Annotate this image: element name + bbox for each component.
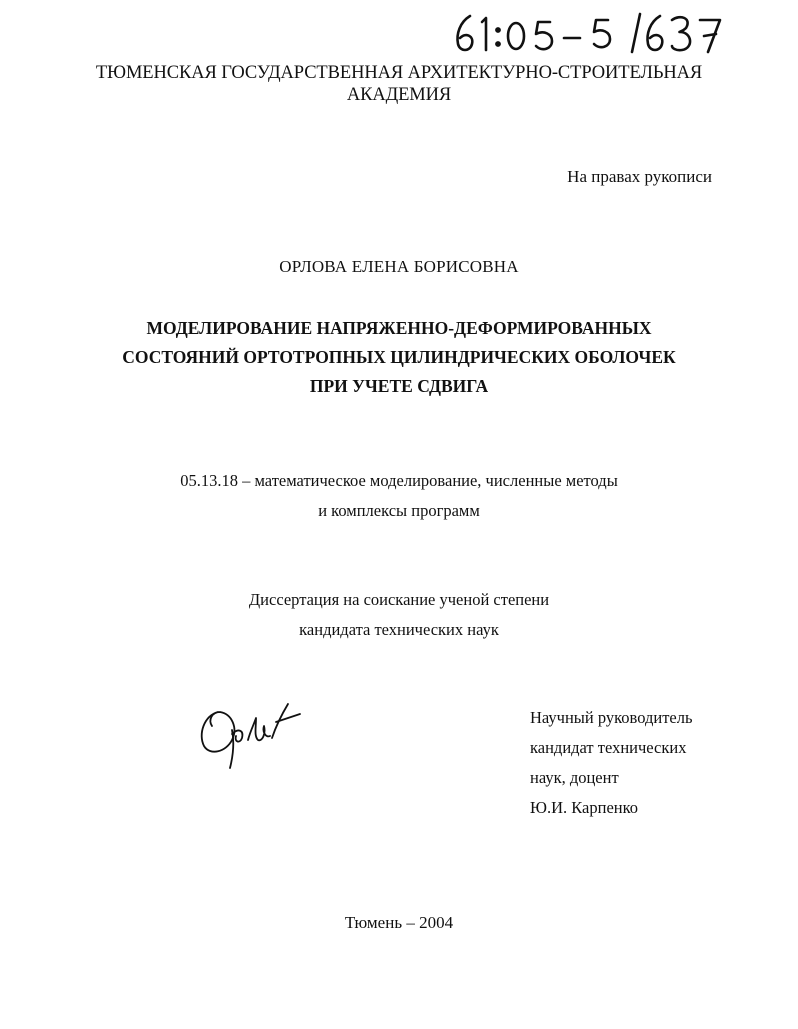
- rights-note: На правах рукописи: [567, 167, 712, 186]
- institution-line-1: ТЮМЕНСКАЯ ГОСУДАРСТВЕННАЯ АРХИТЕКТУРНО-СТРОИТЕЛЬНАЯ: [95, 63, 703, 83]
- author-name: ОРЛОВА ЕЛЕНА БОРИСОВНА: [279, 257, 519, 276]
- city-year: Тюмень – 2004: [344, 913, 454, 932]
- institution-line-2: АКАДЕМИЯ: [346, 85, 452, 105]
- supervisor-line-4: Ю.И. Карпенко: [530, 798, 639, 817]
- supervisor-line-3: наук, доцент: [530, 768, 619, 787]
- degree-line-2: кандидата технических наук: [299, 620, 499, 639]
- dissertation-title: [0, 314, 798, 401]
- institution-name: [0, 62, 798, 106]
- handwritten-archive-code: [448, 8, 728, 60]
- title-line-2: СОСТОЯНИЙ ОРТОТРОПНЫХ ЦИЛИНДРИЧЕСКИХ ОБОЛОЧЕК: [122, 347, 676, 367]
- specialty-line-1: 05.13.18 – математическое моделирование, численные методы: [180, 471, 618, 490]
- degree-line-1: Диссертация на соискание ученой степени: [248, 590, 550, 609]
- title-line-3: ПРИ УЧЕТЕ СДВИГА: [309, 376, 489, 396]
- supervisor-line-2: кандидат технических: [530, 738, 687, 757]
- supervisor-block: [530, 703, 693, 823]
- author-signature: [196, 690, 306, 772]
- specialty-code: [0, 466, 798, 526]
- title-line-1: МОДЕЛИРОВАНИЕ НАПРЯЖЕННО-ДЕФОРМИРОВАННЫХ: [146, 318, 652, 338]
- specialty-line-2: и комплексы программ: [318, 501, 480, 520]
- degree-statement: [0, 585, 798, 645]
- supervisor-line-1: Научный руководитель: [530, 708, 693, 727]
